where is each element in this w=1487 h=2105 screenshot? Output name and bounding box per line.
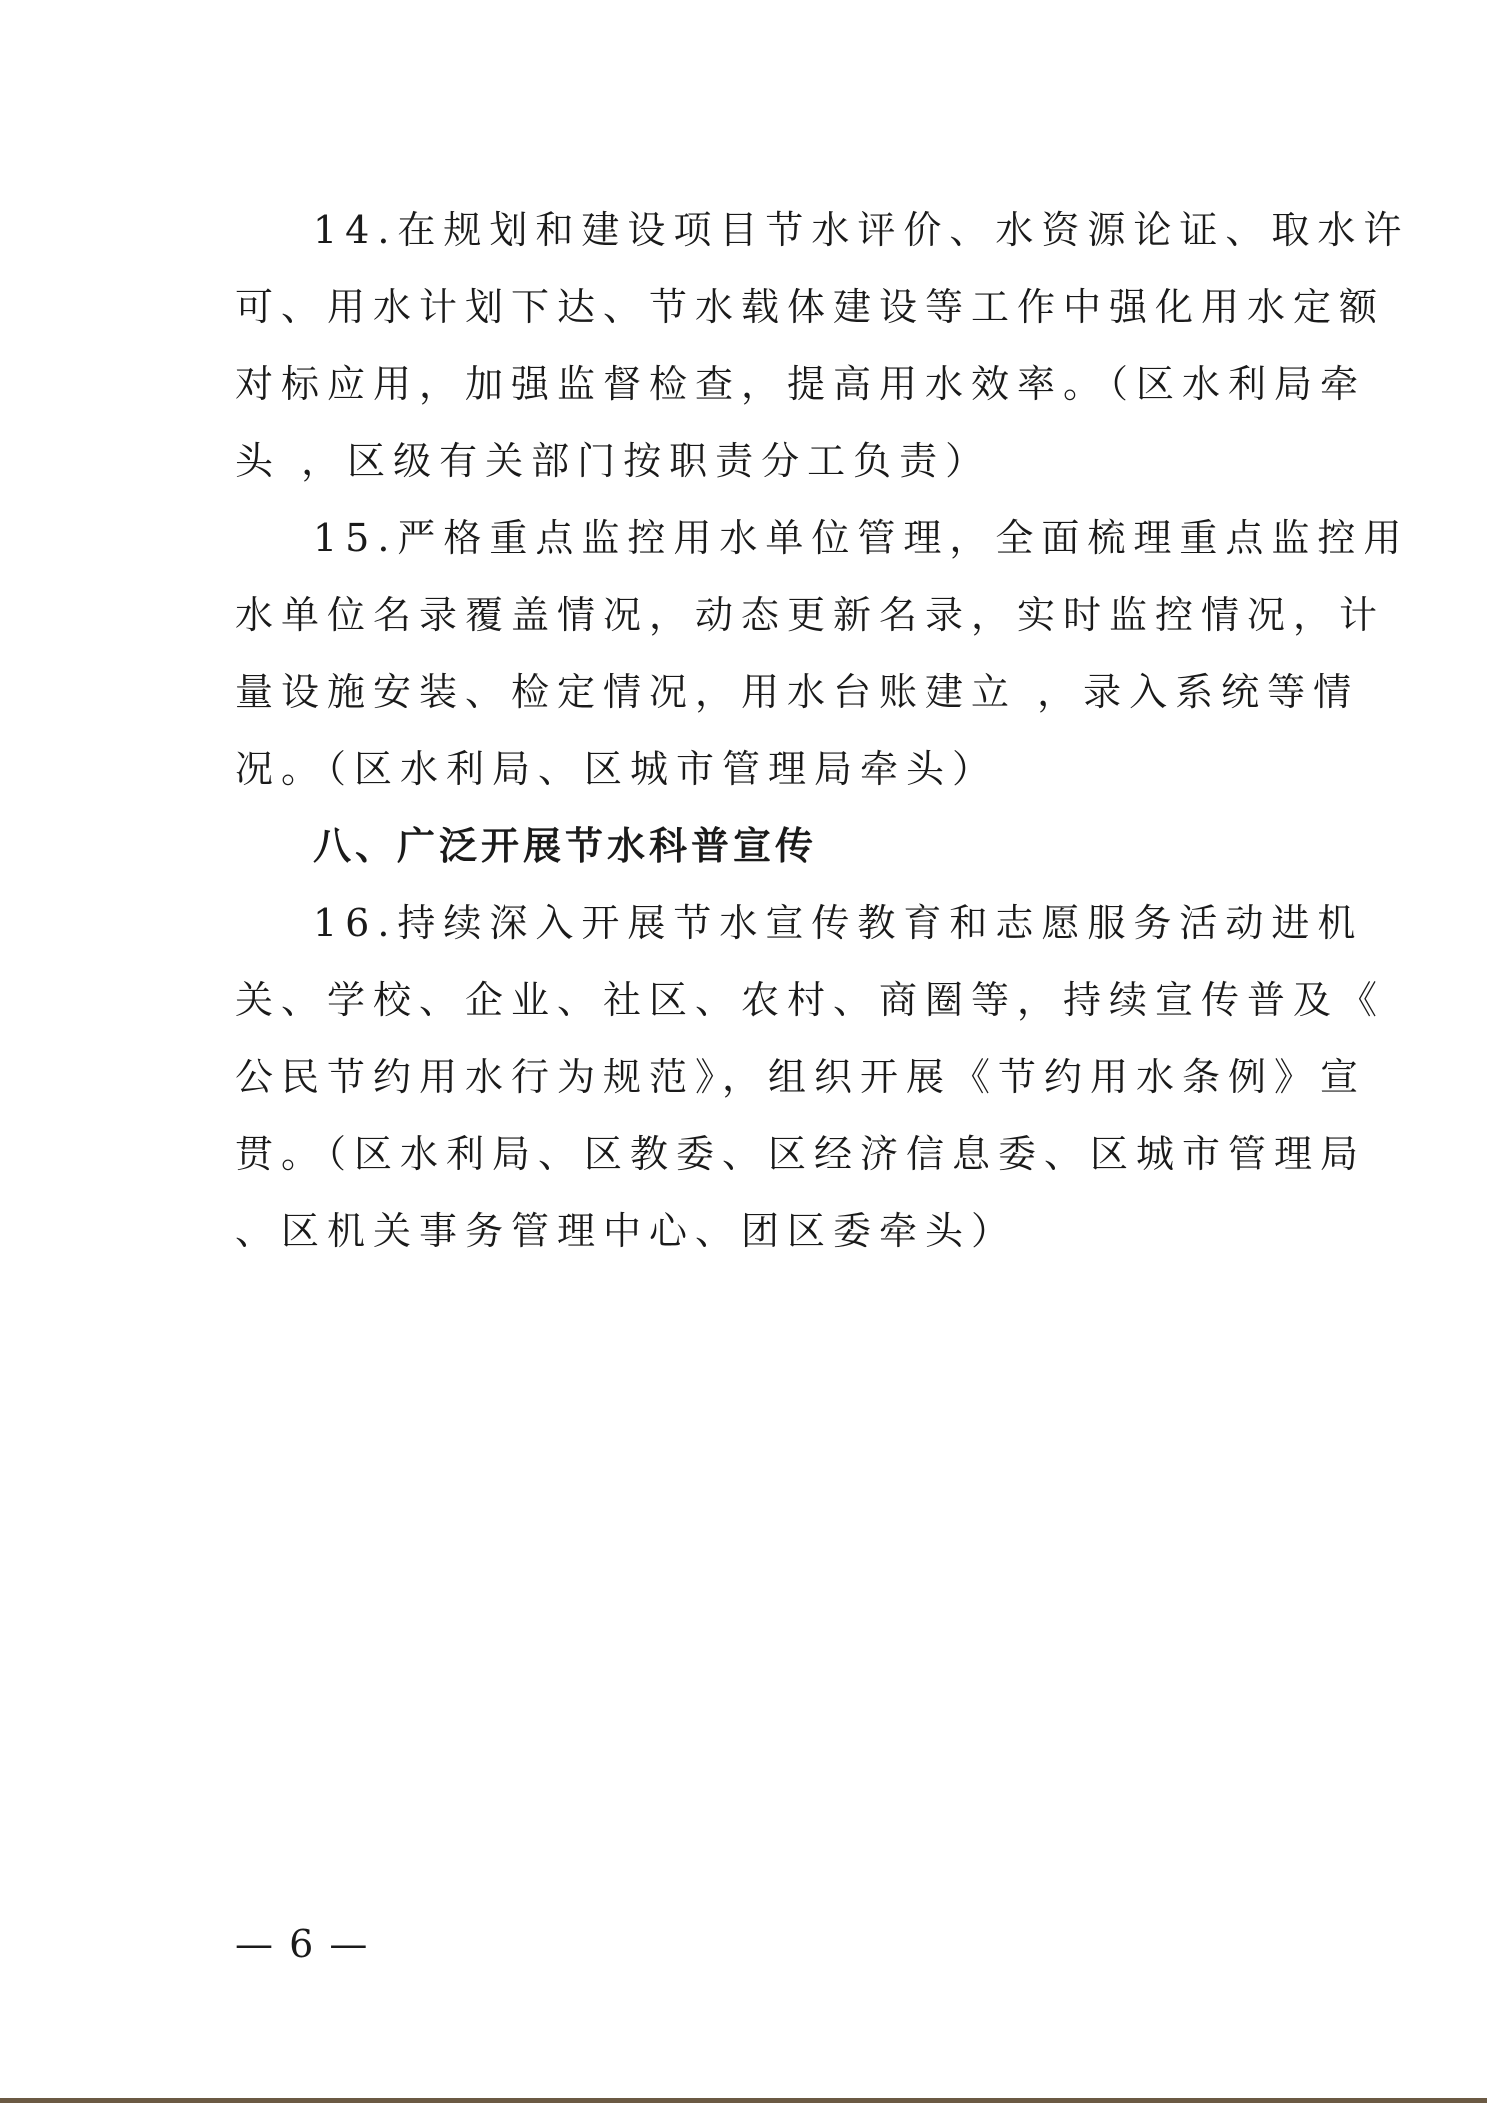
page-number: — 6 —: [235, 1922, 370, 1966]
item-14-line-4: 头 ，区级有关部门按职责分工负责）: [235, 439, 992, 483]
item-16-line-5: 、区机关事务管理中心、团区委牵头）: [235, 1209, 1018, 1253]
item-14-line-1: 14.在规划和建设项目节水评价、水资源论证、取水许: [313, 208, 1410, 252]
item-15-line-2: 水单位名录覆盖情况，动态更新名录，实时监控情况，计: [235, 593, 1386, 637]
item-16-line-2: 关、学校、企业、社区、农村、商圈等，持续宣传普及《: [235, 978, 1386, 1022]
item-16-line-4: 贯。（区水利局、区教委、区经济信息委、区城市管理局: [235, 1132, 1367, 1176]
item-15-line-1: 15.严格重点监控用水单位管理，全面梳理重点监控用: [313, 516, 1410, 560]
item-15-line-4: 况。（区水利局、区城市管理局牵头）: [235, 747, 999, 791]
item-15-line-3: 量设施安装、检定情况，用水台账建立 ，录入系统等情: [235, 670, 1360, 714]
scan-bottom-edge: [0, 2098, 1487, 2103]
item-14-line-3: 对标应用，加强监督检查，提高用水效率。（区水利局牵: [235, 362, 1367, 406]
item-16-line-3: 公民节约用水行为规范》，组织开展《节约用水条例》宣: [235, 1055, 1367, 1099]
item-14-line-2: 可、用水计划下达、节水载体建设等工作中强化用水定额: [235, 285, 1386, 329]
section-heading-8: 八、广泛开展节水科普宣传: [313, 824, 818, 868]
item-16-line-1: 16.持续深入开展节水宣传教育和志愿服务活动进机: [313, 901, 1364, 945]
